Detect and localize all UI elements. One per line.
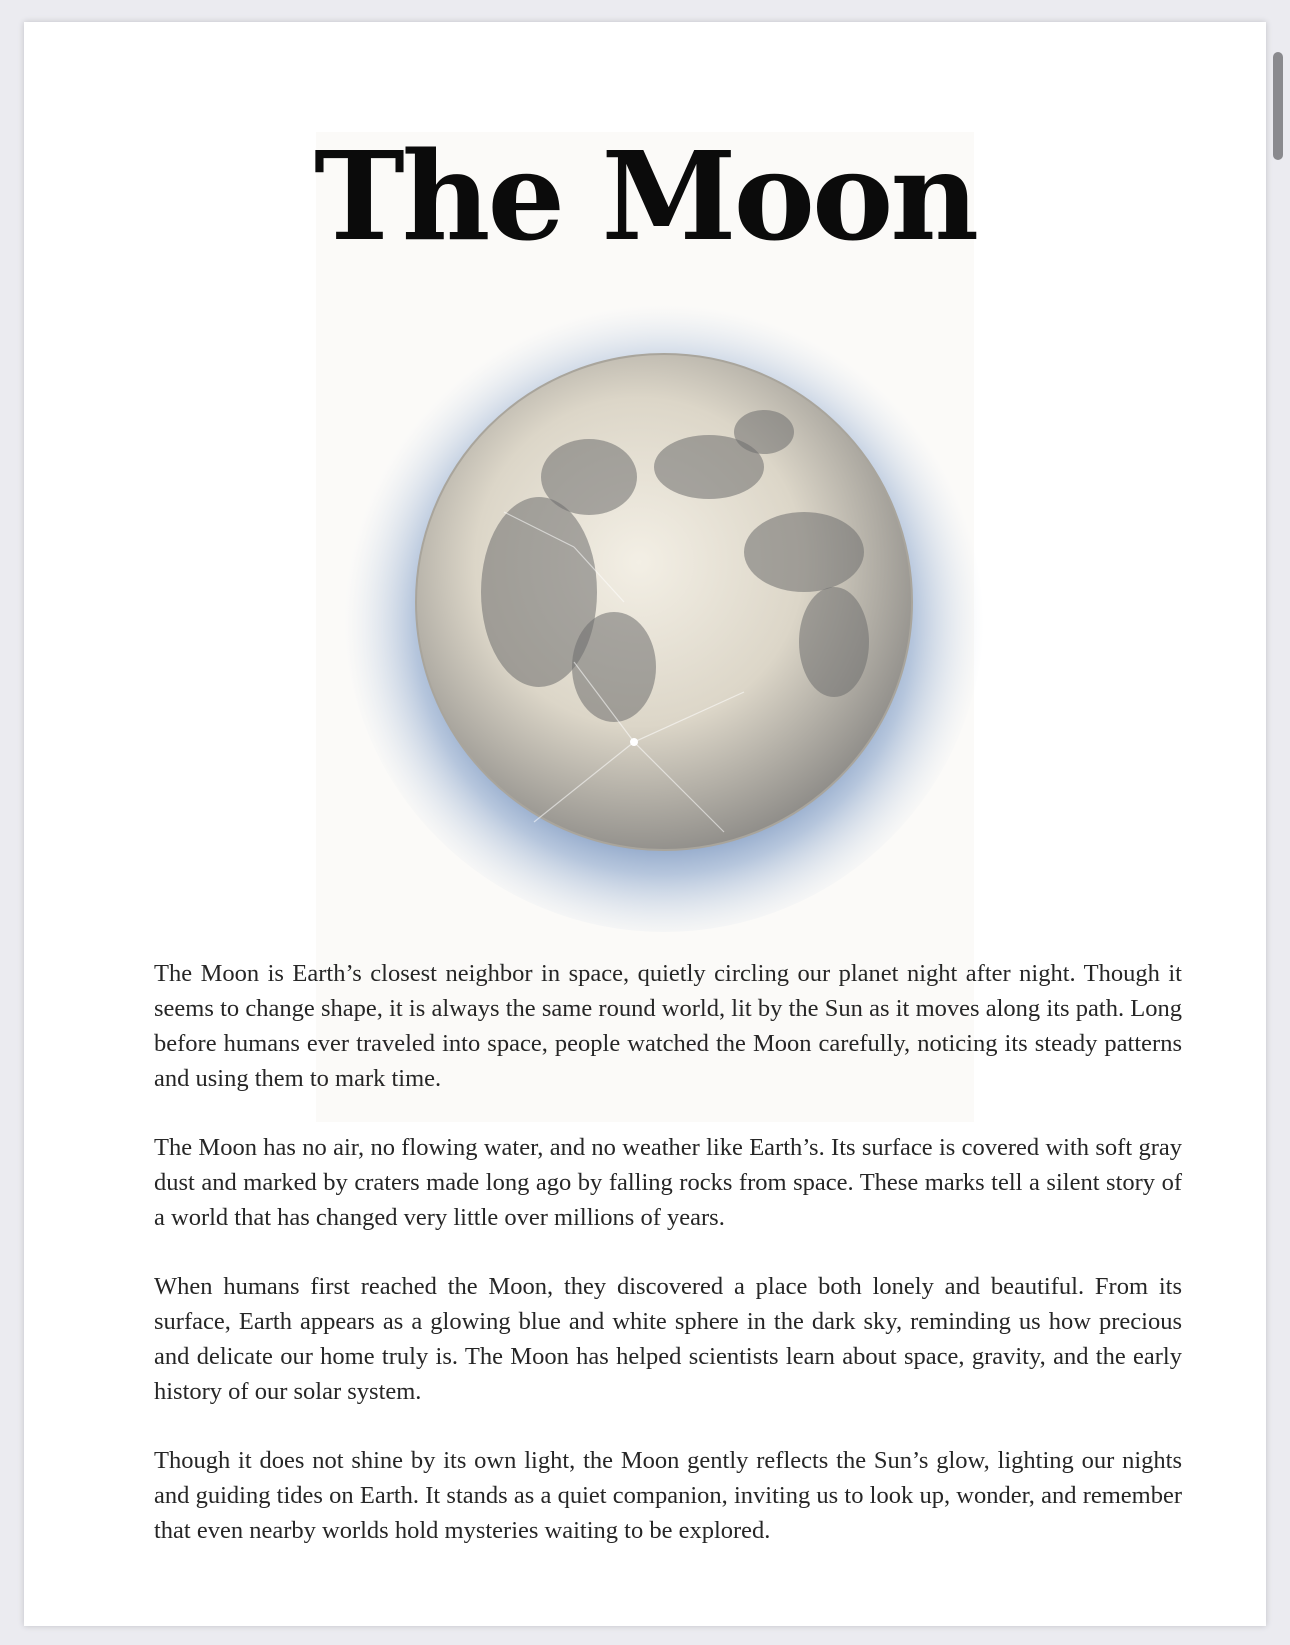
paragraph: When humans first reached the Moon, they discovered a place both lonely and beautiful. From its surface, Earth appears as a glowing blue and white sphere in the dark sky, reminding us how precious and delicate our home truly is. The Moon has helped scientists learn about space, gravity, and the early history of our solar system.: [154, 1273, 1182, 1405]
page-title: The Moon: [313, 124, 977, 268]
scrollbar-thumb[interactable]: [1273, 52, 1283, 160]
vertical-scrollbar[interactable]: [1272, 22, 1286, 1626]
paragraph: Though it does not shine by its own light, the Moon gently reflects the Sun’s glow, lighting our nights and guiding tides on Earth. It stands as a quiet companion, inviting us to look up, wonder, and remember that even nearby worlds hold mysteries waiting to be explored.: [154, 1447, 1182, 1544]
paragraph: The Moon is Earth’s closest neighbor in space, quietly circling our planet night after night. Though it seems to change shape, it is always the same round world, lit by the Sun as it moves along its path. Long before humans ever traveled into space, people watched the Moon carefully, noticing its steady patterns and using them to mark time.: [154, 960, 1182, 1092]
crater-tycho: [630, 738, 638, 746]
paragraph: The Moon has no air, no flowing water, and no weather like Earth’s. Its surface is covered with soft gray dust and marked by craters made long ago by falling rocks from space. These marks tell a silent story of a world that has changed very little over millions of years.: [154, 1134, 1182, 1231]
document-page: [24, 22, 1266, 1626]
article-body: [154, 956, 1182, 1582]
moon-illustration: [334, 302, 994, 962]
